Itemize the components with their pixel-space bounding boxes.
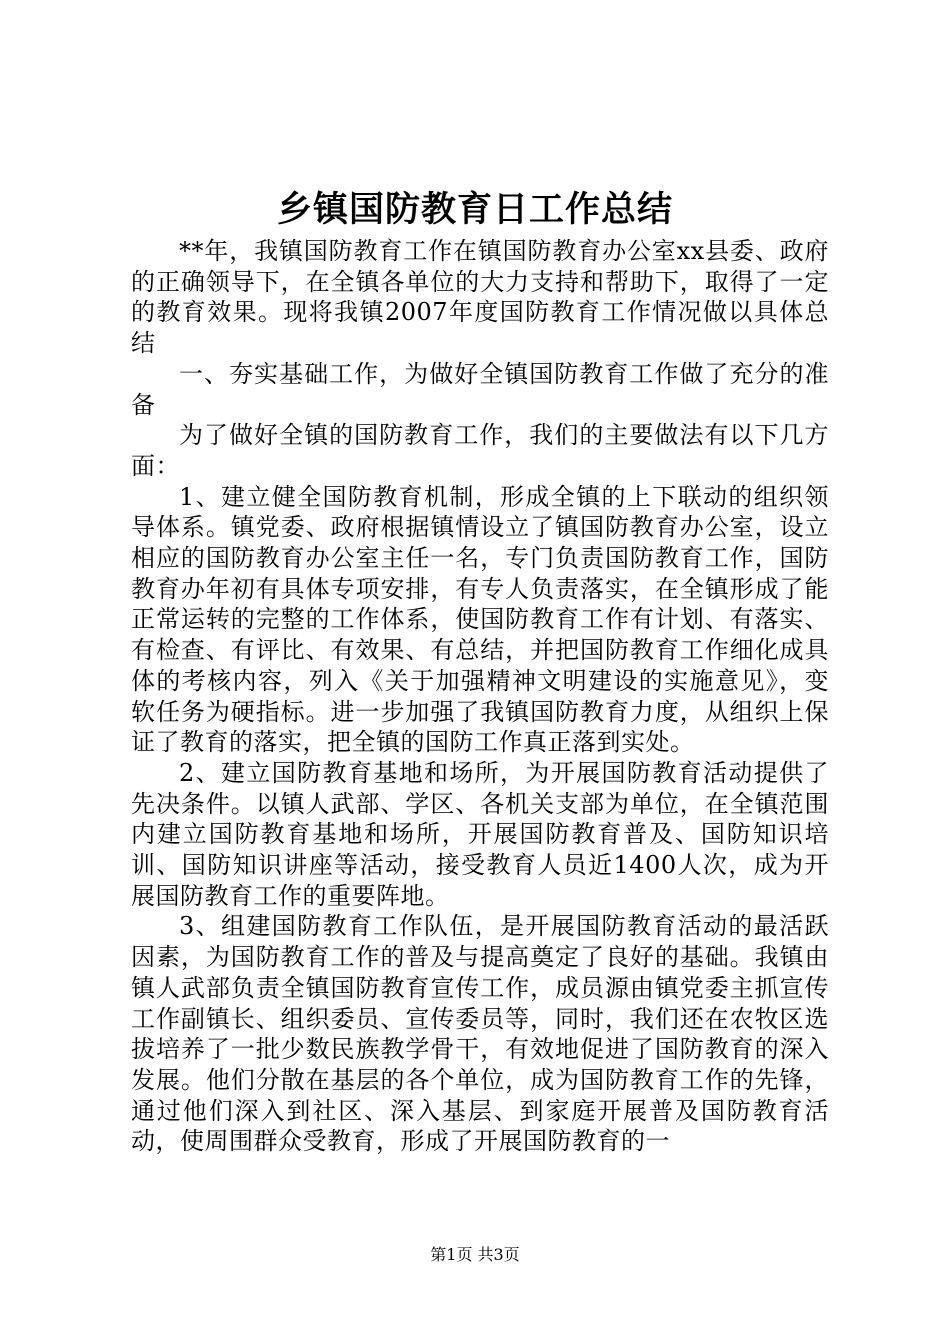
- section-heading-1: 一、夯实基础工作，为做好全镇国防教育工作做了充分的准备: [131, 359, 829, 419]
- paragraph-intro: **年，我镇国防教育工作在镇国防教育办公室xx县委、政府的正确领导下，在全镇各单位的大力支持和帮助下，取得了一定的教育效果。现将我镇2007年度国防教育工作情况做以具体总结: [131, 237, 829, 358]
- paragraph-item-1: 1、建立健全国防教育机制，形成全镇的上下联动的组织领导体系。镇党委、政府根据镇情设立了镇国防教育办公室，设立相应的国防教育办公室主任一名，专门负责国防教育工作，国防教育办年初有具体专项安排，有专人负责落实，在全镇形成了能正常运转的完整的工作体系，使国防教育工作有计划、有落实、有检查、有评比、有效果、有总结，并把国防教育工作细化成具体的考核内容，列入《关于加强精神文明建设的实施意见》，变软任务为硬指标。进一步加强了我镇国防教育力度，从组织上保证了教育的落实，把全镇的国防工作真正落到实处。: [131, 482, 829, 757]
- paragraph-item-3: 3、组建国防教育工作队伍，是开展国防教育活动的最活跃因素，为国防教育工作的普及与提高奠定了良好的基础。我镇由镇人武部负责全镇国防教育宣传工作，成员源由镇党委主抓宣传工作副镇长、组织委员、宣传委员等，同时，我们还在农牧区选拔培养了一批少数民族教学骨干，有效地促进了国防教育的深入发展。他们分散在基层的各个单位，成为国防教育工作的先锋，通过他们深入到社区、深入基层、到家庭开展普及国防教育活动，使周围群众受教育，形成了开展国防教育的一: [131, 912, 829, 1156]
- paragraph-methods-intro: 为了做好全镇的国防教育工作，我们的主要做法有以下几方面：: [131, 421, 829, 480]
- document-title: 乡镇国防教育日工作总结: [276, 189, 673, 230]
- document-body: [131, 236, 829, 1157]
- page-number-footer: 第1页 共3页: [430, 1245, 520, 1264]
- paragraph-item-2: 2、建立国防教育基地和场所，为开展国防教育活动提供了先决条件。以镇人武部、学区、各机关支部为单位，在全镇范围内建立国防教育基地和场所，开展国防教育普及、国防知识培训、国防知识讲座等活动，接受教育人员近1400人次，成为开展国防教育工作的重要阵地。: [131, 758, 829, 910]
